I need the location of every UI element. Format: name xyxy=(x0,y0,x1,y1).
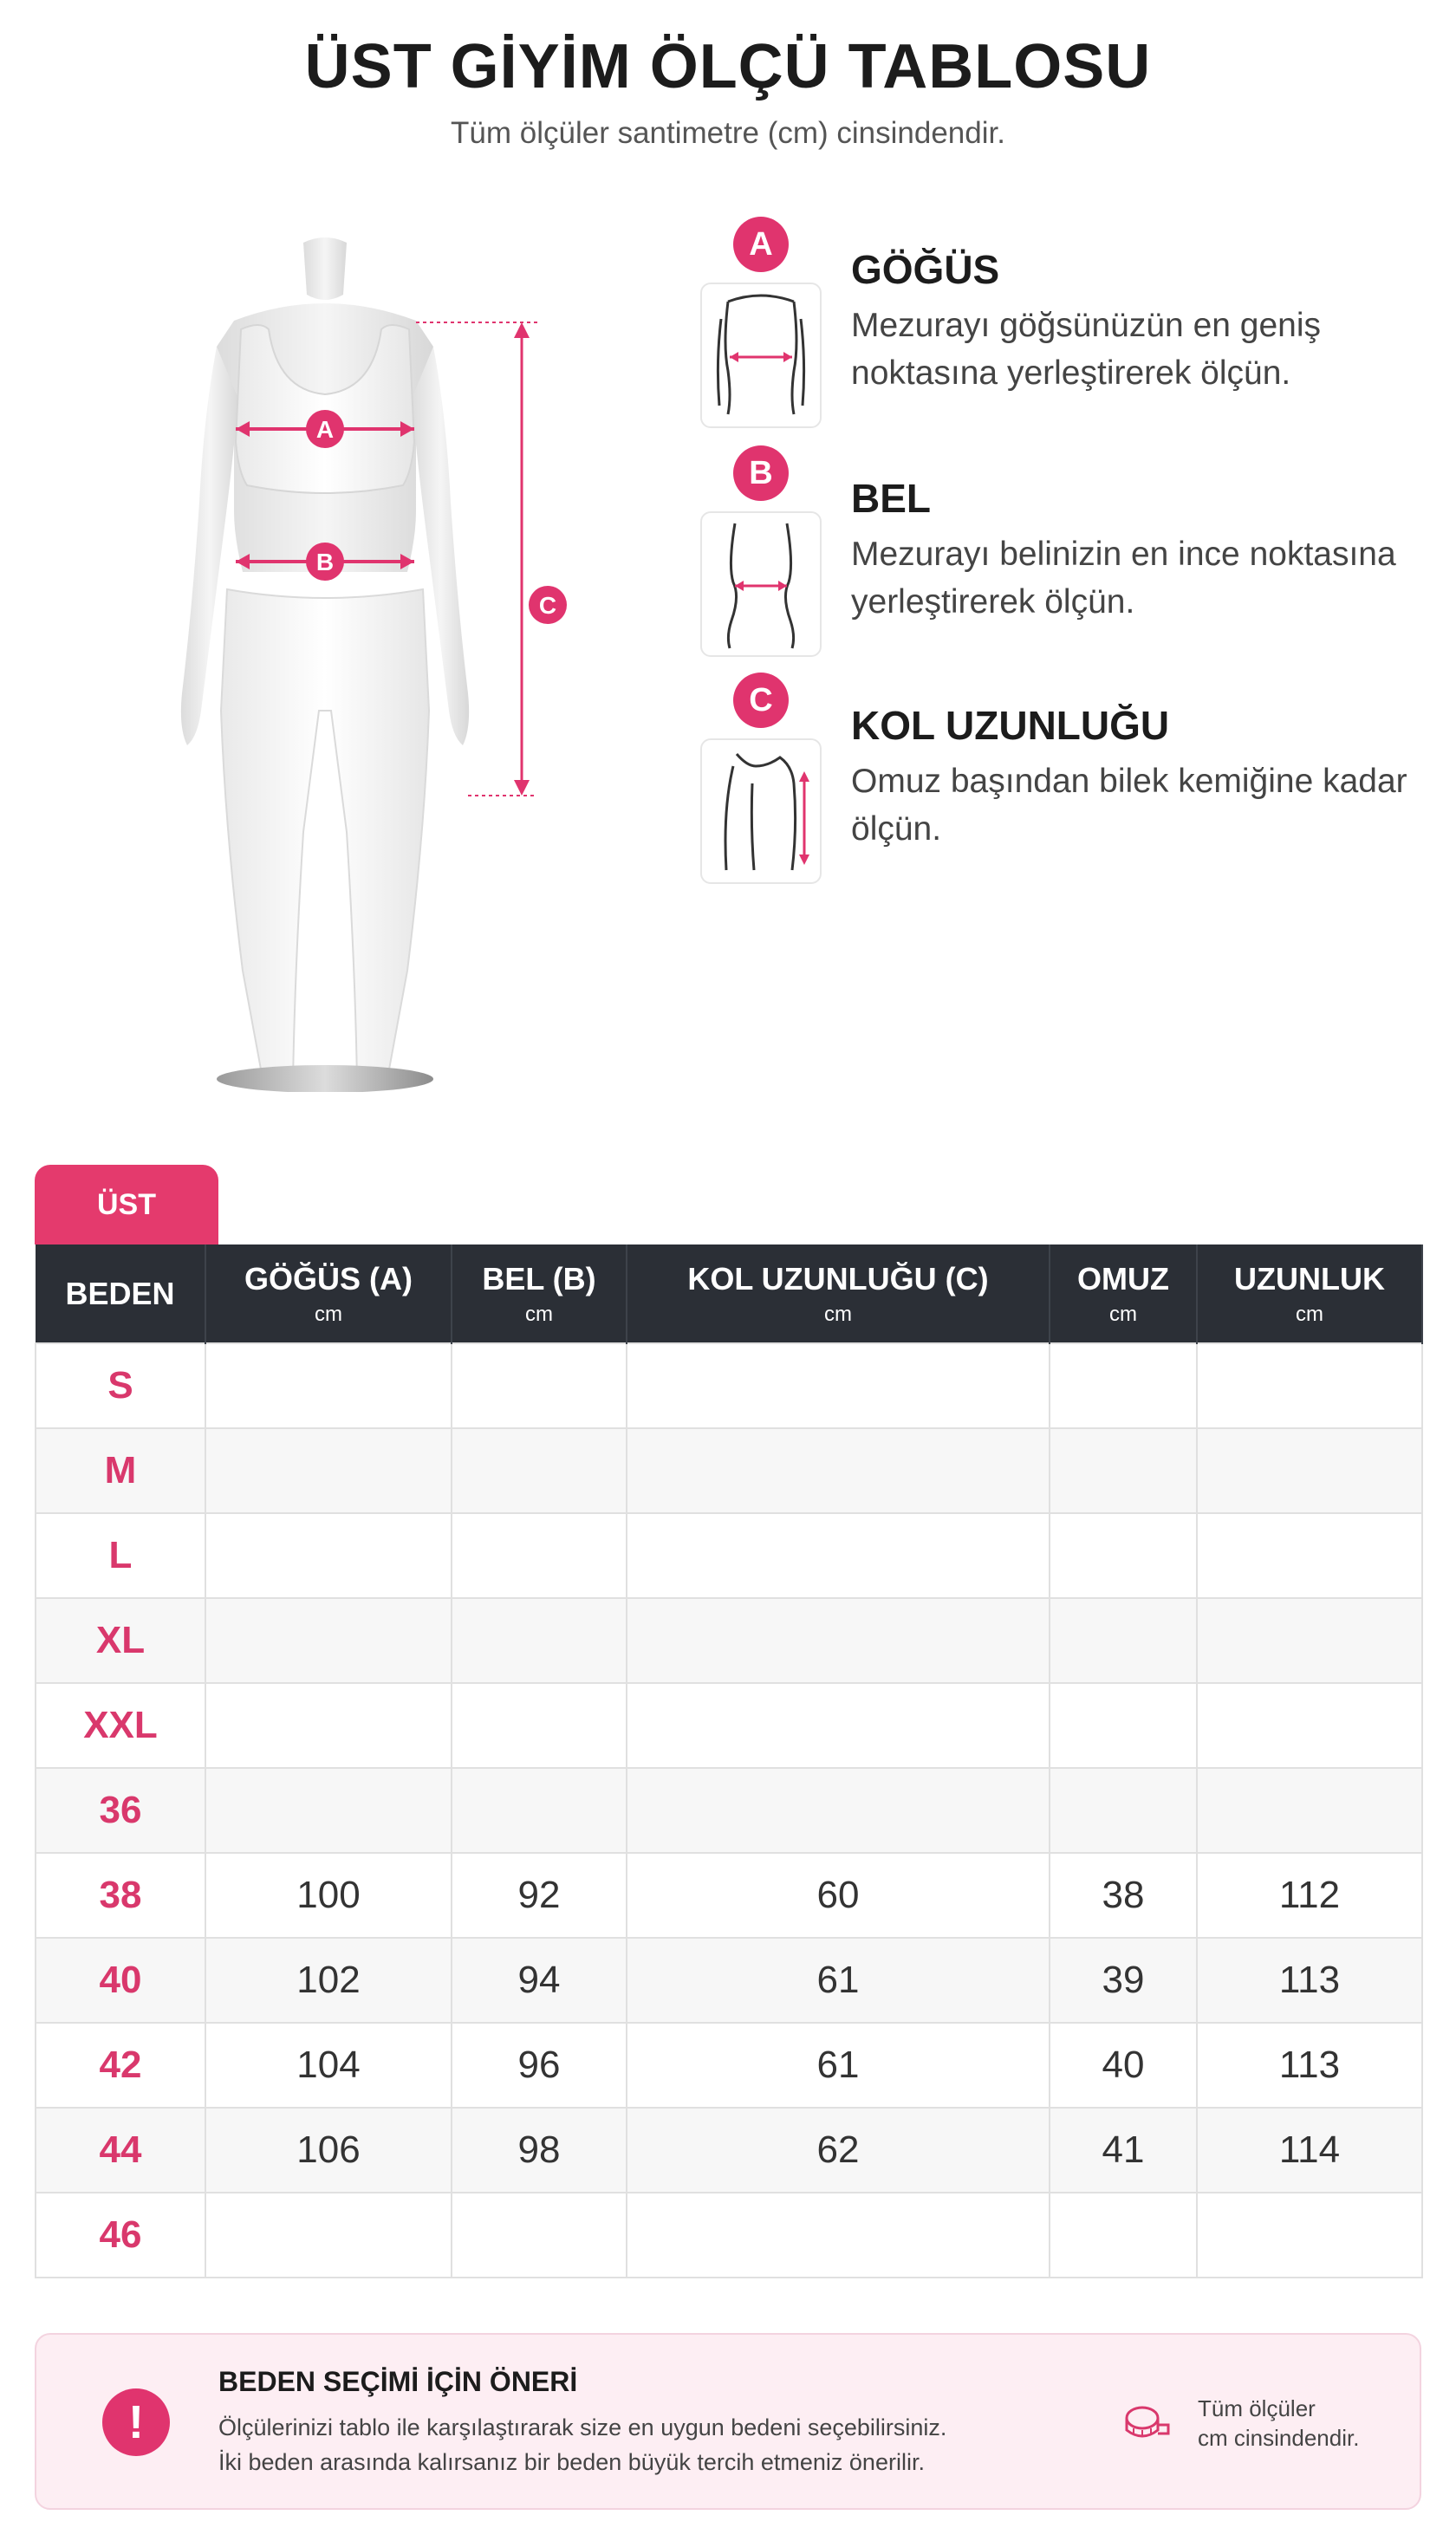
table-row xyxy=(36,1683,1422,1768)
measurement-cell: 60 xyxy=(627,1853,1050,1938)
measurement-cell xyxy=(627,2193,1050,2278)
guide-badge-b: B xyxy=(733,445,789,501)
measurement-cell xyxy=(1050,1768,1197,1853)
measurement-cell: 96 xyxy=(452,2023,627,2108)
measurement-cell xyxy=(452,1768,627,1853)
measurement-cell xyxy=(1050,1598,1197,1683)
note-side-text xyxy=(1198,2394,1359,2453)
column-header-chest: GÖĞÜS (A) cm xyxy=(205,1245,452,1343)
table-row xyxy=(36,2023,1422,2108)
guide-desc-sleeve: Omuz başından bilek kemiğine kadar ölçün. xyxy=(851,763,1407,848)
table-row xyxy=(36,1598,1422,1683)
mannequin-figure xyxy=(130,225,581,1092)
size-cell: L xyxy=(36,1513,205,1598)
measurement-cell: 100 xyxy=(205,1853,452,1938)
measurement-cell: 98 xyxy=(452,2108,627,2193)
measurement-cell: 92 xyxy=(452,1853,627,1938)
size-cell: 38 xyxy=(36,1853,205,1938)
measurement-cell xyxy=(627,1598,1050,1683)
size-cell: XL xyxy=(36,1598,205,1683)
measurement-cell xyxy=(205,1598,452,1683)
guide-badge-a: A xyxy=(733,217,789,272)
note-side-line-2: cm cinsindendir. xyxy=(1198,2425,1360,2451)
guide-title-chest: GÖĞÜS xyxy=(851,247,1000,292)
measuring-tape-icon xyxy=(1121,2399,1170,2447)
measurement-cell: 114 xyxy=(1197,2108,1422,2193)
measurement-cell xyxy=(1050,1683,1197,1768)
measurement-cell xyxy=(205,1513,452,1598)
measurement-cell xyxy=(452,2193,627,2278)
tab-ust[interactable]: ÜST xyxy=(35,1165,218,1245)
table-row xyxy=(36,1513,1422,1598)
measurement-cell: 112 xyxy=(1197,1853,1422,1938)
table-row xyxy=(36,2108,1422,2193)
measurement-cell xyxy=(1050,1513,1197,1598)
measurement-cell: 61 xyxy=(627,2023,1050,2108)
measurement-cell xyxy=(205,1768,452,1853)
measurement-cell: 113 xyxy=(1197,2023,1422,2108)
column-header-sleeve: KOL UZUNLUĞU (C) cm xyxy=(627,1245,1050,1343)
measurement-cell: 40 xyxy=(1050,2023,1197,2108)
table-row xyxy=(36,2193,1422,2278)
measurement-cell xyxy=(452,1428,627,1513)
measurement-cell xyxy=(1197,1343,1422,1428)
measurement-cell xyxy=(1197,1683,1422,1768)
measurement-cell xyxy=(452,1513,627,1598)
page-subtitle: Tüm ölçüler santimetre (cm) cinsindendir. xyxy=(451,116,1005,150)
table-row xyxy=(36,1853,1422,1938)
measurement-cell: 41 xyxy=(1050,2108,1197,2193)
measurement-cell xyxy=(627,1513,1050,1598)
marker-b-label: B xyxy=(315,549,335,575)
size-chart-table xyxy=(35,1245,1423,2278)
guide-desc-chest: Mezurayı göğsünüzün en geniş noktasına yerleştirerek ölçün. xyxy=(851,307,1322,392)
size-cell: S xyxy=(36,1343,205,1428)
mannequin-illustration xyxy=(130,225,581,1092)
measurement-cell xyxy=(452,1598,627,1683)
guide-waist xyxy=(693,445,1439,653)
measurement-cell: 38 xyxy=(1050,1853,1197,1938)
measurement-cell xyxy=(1050,1428,1197,1513)
measurement-cell xyxy=(627,1683,1050,1768)
guide-sleeve xyxy=(693,673,1439,881)
measurement-cell xyxy=(205,1343,452,1428)
measurement-cell xyxy=(627,1428,1050,1513)
waist-measure-icon xyxy=(700,511,822,657)
measurement-cell xyxy=(452,1683,627,1768)
measurement-cell xyxy=(1050,1343,1197,1428)
measurement-cell: 39 xyxy=(1050,1938,1197,2023)
measurement-cell: 62 xyxy=(627,2108,1050,2193)
measurement-cell xyxy=(205,2193,452,2278)
size-cell: XXL xyxy=(36,1683,205,1768)
sleeve-measure-icon xyxy=(700,738,822,884)
measurement-cell: 113 xyxy=(1197,1938,1422,2023)
measurement-cell: 102 xyxy=(205,1938,452,2023)
size-cell: 36 xyxy=(36,1768,205,1853)
table-header-row xyxy=(36,1245,1422,1343)
measurement-cell xyxy=(1050,2193,1197,2278)
measurement-cell xyxy=(1197,1768,1422,1853)
size-cell: 40 xyxy=(36,1938,205,2023)
measurement-cell xyxy=(627,1343,1050,1428)
table-row xyxy=(36,1428,1422,1513)
size-cell: 44 xyxy=(36,2108,205,2193)
measurement-cell: 104 xyxy=(205,2023,452,2108)
measurement-cell xyxy=(205,1428,452,1513)
measurement-cell xyxy=(1197,1598,1422,1683)
note-side-line-1: Tüm ölçüler xyxy=(1198,2395,1316,2421)
guide-title-sleeve: KOL UZUNLUĞU xyxy=(851,703,1170,748)
column-header-shoulder: OMUZ cm xyxy=(1050,1245,1197,1343)
measurement-cell xyxy=(1197,2193,1422,2278)
guide-badge-c: C xyxy=(733,673,789,728)
measurement-cell: 94 xyxy=(452,1938,627,2023)
measurement-cell: 106 xyxy=(205,2108,452,2193)
size-recommendation-note xyxy=(35,2333,1421,2510)
marker-a-label: A xyxy=(315,416,335,443)
note-line-1: Ölçülerinizi tablo ile karşılaştırarak size en uygun bedeni seçebilirsiniz. xyxy=(218,2414,947,2440)
guide-desc-waist: Mezurayı belinizin en ince noktasına yerleştirerek ölçün. xyxy=(851,536,1396,621)
exclamation-icon: ! xyxy=(102,2388,170,2456)
size-cell: 42 xyxy=(36,2023,205,2108)
column-header-length: UZUNLUK cm xyxy=(1197,1245,1422,1343)
table-row xyxy=(36,1938,1422,2023)
marker-c-label: C xyxy=(538,592,557,619)
guide-chest xyxy=(693,217,1439,425)
measurement-cell: 61 xyxy=(627,1938,1050,2023)
note-title: BEDEN SEÇİMİ İÇİN ÖNERİ xyxy=(218,2366,578,2397)
note-line-2: İki beden arasında kalırsanız bir beden büyük tercih etmeniz önerilir. xyxy=(218,2449,925,2475)
measurement-cell xyxy=(1197,1513,1422,1598)
measurement-cell xyxy=(452,1343,627,1428)
measurement-cell xyxy=(205,1683,452,1768)
column-header-size: BEDEN xyxy=(36,1245,205,1343)
column-header-waist: BEL (B) cm xyxy=(452,1245,627,1343)
table-row xyxy=(36,1768,1422,1853)
size-cell: 46 xyxy=(36,2193,205,2278)
chest-measure-icon xyxy=(700,283,822,428)
page-title: ÜST GİYİM ÖLÇÜ TABLOSU xyxy=(304,32,1152,101)
size-cell: M xyxy=(36,1428,205,1513)
measurement-cell xyxy=(1197,1428,1422,1513)
measurement-cell xyxy=(627,1768,1050,1853)
table-row xyxy=(36,1343,1422,1428)
guide-title-waist: BEL xyxy=(851,476,931,521)
